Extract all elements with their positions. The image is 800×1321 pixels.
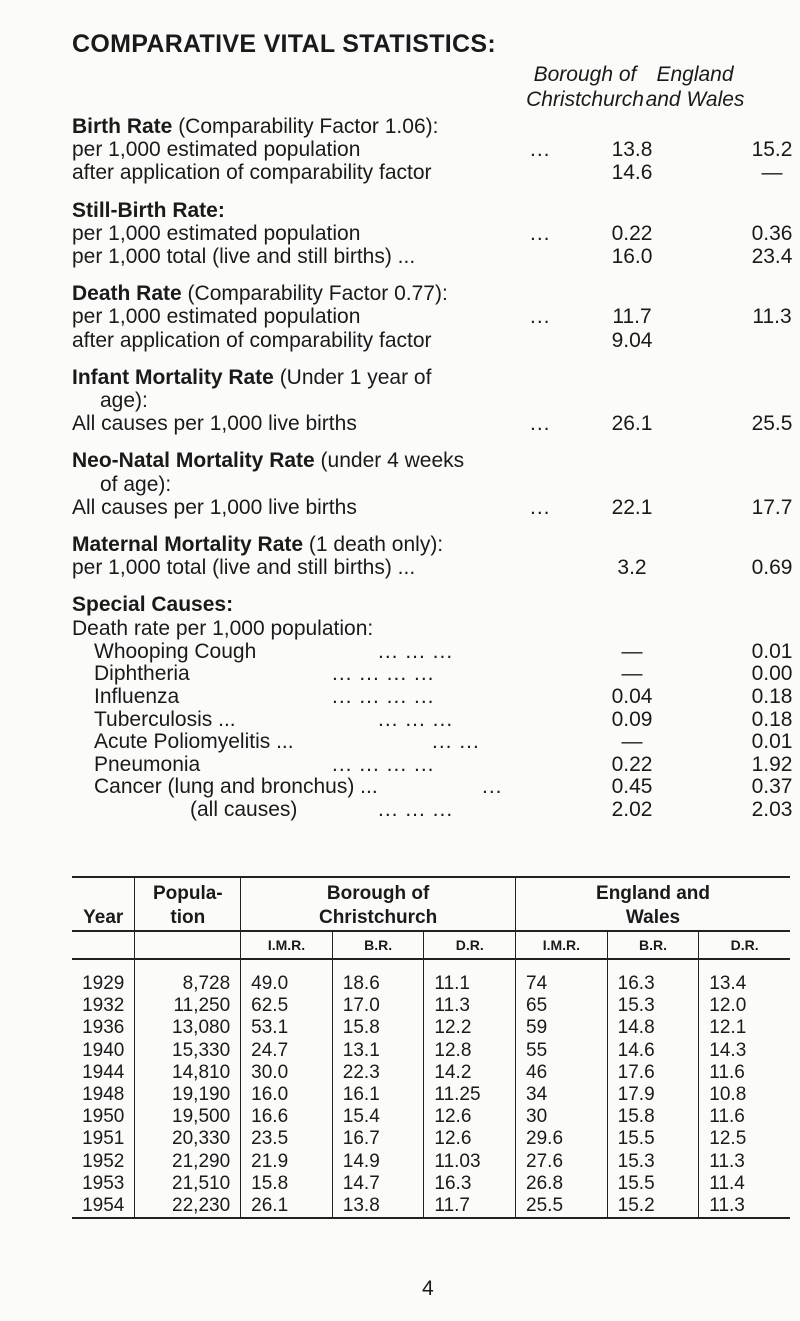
cell-value: 29.6 — [516, 1128, 608, 1150]
cell-year: 1954 — [82, 1194, 125, 1216]
section-heading-bold: Birth Rate — [72, 115, 173, 138]
subhead-imr: I.M.R. — [241, 931, 333, 959]
cell-value: 55 — [516, 1040, 608, 1062]
head-england: England and Wales — [516, 877, 790, 931]
cell-value: 14.6 — [607, 1040, 699, 1062]
stat-row — [72, 592, 772, 618]
value-england: 11.3 — [752, 305, 792, 329]
cell-value: 16.1 — [332, 1084, 424, 1106]
stat-row — [72, 304, 792, 330]
cell-value: 15.3 — [607, 995, 699, 1017]
section-heading-bold: Maternal Mortality Rate — [72, 533, 304, 556]
column-heading-borough-line2: Christchurch — [526, 88, 644, 111]
value-borough: 11.7 — [612, 305, 652, 329]
value-england: 2.03 — [751, 798, 793, 821]
stat-row — [72, 448, 772, 474]
cell-value: 11.03 — [424, 1151, 516, 1173]
row-label: All causes per 1,000 live births — [72, 412, 357, 436]
section-heading — [72, 198, 225, 224]
cell-value: 12.8 — [424, 1040, 516, 1062]
value-england: 0.37 — [751, 775, 793, 799]
value-borough: 0.09 — [611, 707, 653, 731]
row-dots: ... — [530, 305, 551, 329]
cell-value: 65 — [516, 995, 608, 1017]
value-borough: 0.22 — [611, 752, 653, 776]
value-borough: 9.04 — [611, 328, 653, 352]
cell-value: 11.3 — [699, 1195, 790, 1218]
subhead-imr: I.M.R. — [516, 931, 608, 959]
cell-value: 53.1 — [241, 1017, 333, 1039]
value-borough: 22.1 — [611, 495, 653, 519]
cell-year: 1948 — [82, 1084, 125, 1106]
value-borough: 0.22 — [611, 221, 653, 245]
section-heading-bold: Neo-Natal Mortality Rate — [72, 449, 315, 473]
page-number: 4 — [422, 1277, 434, 1300]
value-borough: 16.0 — [611, 245, 653, 268]
cell-value: 13.8 — [332, 1195, 424, 1218]
section-heading — [72, 448, 464, 474]
cell-value: 12.2 — [424, 1017, 516, 1039]
cause-label: Whooping Cough — [94, 639, 257, 663]
cell-value: 15.8 — [332, 1017, 424, 1039]
row-label: per 1,000 estimated population — [72, 138, 361, 162]
value-borough: — — [621, 730, 643, 754]
cell-value: 15.5 — [607, 1128, 699, 1150]
cause-label: (all causes) — [190, 798, 298, 821]
cell-year: 1940 — [82, 1039, 125, 1061]
stat-row — [72, 472, 772, 498]
row-dots: ... — [530, 495, 551, 519]
row-dots: ... — [482, 775, 503, 799]
value-england: 23.4 — [751, 245, 793, 268]
cell-value: 21.9 — [241, 1151, 333, 1173]
stat-row — [72, 388, 772, 414]
table-row — [72, 1128, 790, 1150]
cell-value: 11.3 — [699, 1151, 790, 1173]
value-england: 0.00 — [751, 662, 793, 686]
cell-value: 12.0 — [699, 995, 790, 1017]
table-row — [72, 1084, 790, 1106]
row-dots: ... ... ... ... — [332, 752, 435, 776]
section-heading-rest: (Under 1 year of — [273, 365, 432, 389]
row-label: per 1,000 estimated population — [72, 221, 361, 245]
cell-population: 21,510 — [135, 1173, 241, 1195]
cell-value: 49.0 — [241, 973, 333, 995]
cell-year: 1953 — [82, 1172, 125, 1194]
cell-value: 26.8 — [516, 1173, 608, 1195]
cell-value: 30.0 — [241, 1062, 333, 1084]
table-row — [72, 1151, 790, 1173]
value-borough: 0.45 — [611, 775, 653, 799]
column-heading-england-line1: England — [656, 63, 734, 86]
cell-value: 24.7 — [241, 1040, 333, 1062]
section-heading — [72, 532, 443, 558]
cell-population: 22,230 — [135, 1195, 241, 1218]
stat-row — [72, 198, 772, 224]
cell-value: 14.9 — [332, 1151, 424, 1173]
column-heading-borough-line1: Borough of — [533, 63, 637, 86]
row-dots: ... ... ... ... — [332, 662, 435, 686]
stat-row — [72, 221, 793, 247]
table-row — [72, 1017, 790, 1039]
cell-value: 16.7 — [332, 1128, 424, 1150]
section-heading-cont: age): — [100, 389, 148, 412]
section-heading — [72, 114, 438, 140]
cell-value: 46 — [516, 1062, 608, 1084]
cell-value: 23.5 — [241, 1128, 333, 1150]
cell-value: 62.5 — [241, 995, 333, 1017]
value-borough: — — [621, 662, 643, 686]
cell-value: 25.5 — [516, 1195, 608, 1218]
cell-population: 20,330 — [135, 1128, 241, 1150]
section-heading-rest: (Comparability Factor 1.06): — [172, 115, 439, 138]
cell-value: 74 — [516, 973, 608, 995]
value-england: 0.18 — [751, 685, 793, 708]
value-england: 25.5 — [751, 412, 793, 436]
subhead-blank — [135, 931, 241, 959]
row-dots: ... ... ... — [378, 707, 454, 731]
cell-value: 30 — [516, 1106, 608, 1128]
cell-value: 11.4 — [699, 1173, 790, 1195]
value-borough: 0.04 — [611, 685, 653, 708]
cell-value: 15.2 — [607, 1195, 699, 1218]
cell-value: 10.8 — [699, 1084, 790, 1106]
stat-row — [72, 244, 793, 270]
value-borough: 3.2 — [617, 556, 647, 580]
cell-value: 11.3 — [424, 995, 516, 1017]
cell-year: 1944 — [82, 1061, 125, 1083]
table-row — [72, 1106, 790, 1128]
stat-row — [72, 365, 772, 391]
cell-value: 59 — [516, 1017, 608, 1039]
value-borough: 13.8 — [611, 138, 653, 162]
section-heading-bold: Infant Mortality Rate — [72, 365, 274, 389]
column-heading-england — [575, 62, 800, 112]
stat-row — [72, 797, 793, 823]
stat-row — [72, 411, 793, 437]
value-borough: 14.6 — [611, 161, 653, 185]
cell-population: 8,728 — [135, 973, 241, 995]
row-dots: ... — [530, 412, 551, 436]
section-heading — [72, 281, 448, 307]
value-england: 17.7 — [751, 495, 793, 519]
section-heading-rest: (under 4 weeks — [314, 449, 465, 473]
cell-value: 22.3 — [332, 1062, 424, 1084]
value-england: 15.2 — [751, 138, 793, 162]
row-dots: ... ... ... ... — [332, 685, 435, 708]
cell-population: 11,250 — [135, 995, 241, 1017]
cell-value: 11.25 — [424, 1084, 516, 1106]
cell-value: 15.4 — [332, 1106, 424, 1128]
table-row — [72, 973, 790, 995]
row-label: per 1,000 estimated population — [72, 305, 361, 329]
cell-year: 1950 — [82, 1106, 125, 1128]
row-dots: ... ... ... — [378, 798, 454, 821]
special-heading: Special Causes: — [72, 593, 234, 617]
row-label: after application of comparability factor — [72, 161, 432, 185]
row-dots: ... ... ... — [378, 639, 454, 663]
stat-row — [72, 495, 793, 521]
cause-label: Acute Poliomyelitis ... — [94, 730, 294, 754]
cell-population: 19,500 — [135, 1106, 241, 1128]
cell-value: 11.6 — [699, 1106, 790, 1128]
cause-label: Tuberculosis ... — [94, 707, 236, 731]
cell-value: 27.6 — [516, 1151, 608, 1173]
cell-value: 11.1 — [424, 973, 516, 995]
cause-label: Cancer (lung and bronchus) ... — [94, 775, 378, 799]
cell-population: 15,330 — [135, 1040, 241, 1062]
cell-population: 13,080 — [135, 1017, 241, 1039]
cell-population: 19,190 — [135, 1084, 241, 1106]
historical-table — [72, 876, 790, 1219]
row-dots: ... — [530, 138, 551, 162]
stat-row — [72, 281, 772, 307]
cell-value: 17.9 — [607, 1084, 699, 1106]
cell-value: 15.8 — [607, 1106, 699, 1128]
cause-label: Diphtheria — [94, 662, 190, 686]
cell-year: 1936 — [82, 1017, 125, 1039]
row-dots: ... ... — [432, 730, 480, 754]
table-row — [72, 1195, 790, 1218]
cell-value: 14.7 — [332, 1173, 424, 1195]
value-england: 0.01 — [751, 639, 793, 663]
value-borough: 26.1 — [611, 412, 653, 436]
table-row — [72, 1062, 790, 1084]
cell-year: 1952 — [82, 1150, 125, 1172]
cell-value: 13.1 — [332, 1040, 424, 1062]
cell-value: 14.8 — [607, 1017, 699, 1039]
value-borough: — — [621, 639, 643, 663]
cell-value: 26.1 — [241, 1195, 333, 1218]
value-england: — — [761, 161, 783, 185]
row-label: All causes per 1,000 live births — [72, 495, 357, 519]
stat-row — [72, 616, 772, 642]
row-label: after application of comparability factor — [72, 328, 432, 352]
table-row — [72, 1173, 790, 1195]
cell-value: 16.3 — [607, 973, 699, 995]
subhead-dr: D.R. — [699, 931, 790, 959]
head-borough: Borough of Christchurch — [241, 877, 516, 931]
cell-value: 12.6 — [424, 1106, 516, 1128]
page-title: COMPARATIVE VITAL STATISTICS: — [72, 30, 496, 58]
cell-value: 15.3 — [607, 1151, 699, 1173]
subhead-br: B.R. — [607, 931, 699, 959]
row-label: per 1,000 total (live and still births) ... — [72, 556, 416, 580]
subhead-br: B.R. — [332, 931, 424, 959]
cell-value: 12.5 — [699, 1128, 790, 1150]
section-heading-bold: Still-Birth Rate: — [72, 198, 225, 222]
cell-value: 18.6 — [332, 973, 424, 995]
value-england: 0.36 — [751, 221, 793, 245]
cell-value: 13.4 — [699, 973, 790, 995]
subhead-dr: D.R. — [424, 931, 516, 959]
column-heading-england-line2: and Wales — [645, 88, 745, 111]
cell-value: 34 — [516, 1084, 608, 1106]
value-borough: 2.02 — [611, 798, 653, 821]
cause-label: Influenza — [94, 685, 180, 708]
value-england: 1.92 — [751, 752, 793, 776]
row-dots: ... — [530, 221, 551, 245]
section-heading — [72, 365, 431, 391]
cell-value: 12.1 — [699, 1017, 790, 1039]
special-subheading: Death rate per 1,000 population: — [72, 616, 374, 640]
cell-value: 14.2 — [424, 1062, 516, 1084]
cell-value: 15.5 — [607, 1173, 699, 1195]
section-heading-rest: (1 death only): — [303, 533, 444, 556]
stat-row — [72, 137, 793, 163]
stat-row — [72, 114, 772, 140]
head-year: Year — [83, 907, 124, 928]
cell-value: 11.7 — [424, 1195, 516, 1218]
cell-value: 16.0 — [241, 1084, 333, 1106]
head-population: Popula- tion — [135, 877, 241, 931]
value-england: 0.01 — [751, 730, 793, 754]
stat-row — [72, 328, 772, 354]
row-label: per 1,000 total (live and still births) ... — [72, 245, 416, 268]
value-england: 0.69 — [751, 556, 793, 580]
cause-label: Pneumonia — [94, 752, 201, 776]
cell-value: 16.6 — [241, 1106, 333, 1128]
stat-row — [72, 160, 783, 186]
cell-value: 17.0 — [332, 995, 424, 1017]
cell-value: 11.6 — [699, 1062, 790, 1084]
stat-row — [72, 555, 793, 581]
stat-row — [72, 532, 772, 558]
cell-population: 14,810 — [135, 1062, 241, 1084]
cell-year: 1932 — [82, 995, 125, 1017]
section-heading-cont: of age): — [100, 472, 172, 496]
section-heading-bold: Death Rate — [72, 282, 182, 306]
cell-value: 14.3 — [699, 1040, 790, 1062]
cell-year: 1951 — [82, 1128, 125, 1150]
cell-value: 15.8 — [241, 1173, 333, 1195]
cell-population: 21,290 — [135, 1151, 241, 1173]
table-row — [72, 995, 790, 1017]
subhead-blank — [72, 931, 135, 959]
cell-value: 17.6 — [607, 1062, 699, 1084]
cell-value: 16.3 — [424, 1173, 516, 1195]
cell-value: 12.6 — [424, 1128, 516, 1150]
value-england: 0.18 — [751, 707, 793, 731]
cell-year: 1929 — [82, 973, 125, 995]
section-heading-rest: (Comparability Factor 0.77): — [181, 282, 448, 306]
table-row — [72, 1040, 790, 1062]
